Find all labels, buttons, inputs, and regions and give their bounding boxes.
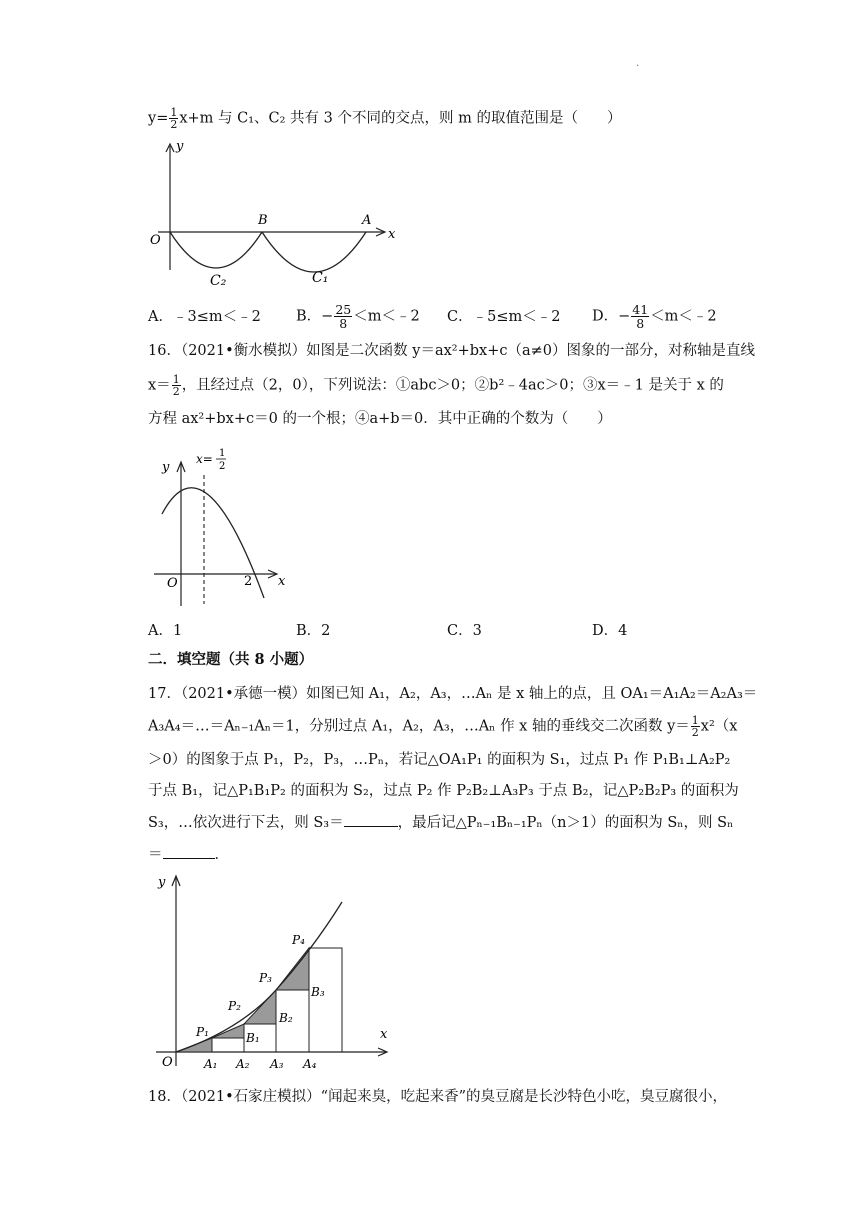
q17-line-2-rest: x²（x [700,718,738,735]
q15-option-b-prefix: B．− [296,308,334,325]
q16-option-c: C．3 [447,623,482,639]
q17-b1-label: B₁ [246,1031,260,1045]
q15-option-b-fraction [334,303,352,330]
q17-line-2 [148,715,737,738]
q17-line-3: ＞0）的图象于点 P₁，P₂，P₃，…Pₙ，若记△OA₁P₁ 的面积为 S₁，过点 P₁ 作 P₁B₁⊥A₂P₂ [148,752,731,768]
q17-figure [150,870,400,1070]
q17-line-5-b: ，最后记△Pₙ₋₁Bₙ₋₁Pₙ（n＞1）的面积为 Sₙ，则 Sₙ [397,815,734,831]
q16-figure [150,444,300,616]
q15-option-a: A．﹣3≤m＜﹣2 [148,309,261,325]
q16-line-3: 方程 ax²+bx+c＝0 的一个根；④a+b＝0．其中正确的个数为（ ） [148,411,612,427]
q15-frac-den: 2 [170,118,178,131]
q17-answer-blank-s3[interactable] [344,812,398,827]
q17-line-6 [148,844,229,865]
q17-p3-label: P₃ [259,971,272,985]
q15-curve-c1-label: C₁ [312,270,329,286]
q17-b2-label: B₂ [279,1011,293,1025]
q16-option-d: D．4 [592,623,628,639]
section-title: 二．填空题（共 8 小题） [148,651,314,668]
q17-fraction [691,715,700,738]
q15-option-d-prefix: D．− [592,308,631,325]
q15-stem-rest: x+m 与 C₁、C₂ 共有 3 个不同的交点，则 m 的取值范围是（ ） [179,110,622,127]
q17-line-5 [148,812,733,833]
q15-stem [148,107,621,130]
q15-stem-prefix: y= [148,110,169,127]
q16-line-1: 16．（2021•衡水模拟）如图是二次函数 y＝ax²+bx+c（a≠0）图象的一部分，对称轴是直线 [148,343,755,359]
q17-p4-label: P₄ [292,933,305,947]
q16-axis-den: 2 [219,461,226,472]
q17-line-6-b: ． [214,847,229,863]
q15-fraction [169,107,178,130]
q17-frac-den: 2 [691,726,699,739]
q16-origin-label: O [167,576,178,591]
q17-line-4: 于点 B₁，记△P₁B₁P₂ 的面积为 S₂，过点 P₂ 作 P₂B₂⊥A₃P₃ 于点 B₂，记△P₂B₂P₃ 的面积为 [148,783,739,799]
q17-a1-label: A₁ [204,1057,218,1070]
q16-option-b: B．2 [296,623,331,639]
q16-y-label: y [162,460,170,475]
q16-axis-prefix: x= [196,452,213,466]
q16-line-2-prefix: x＝ [148,377,171,394]
q16-fraction [172,374,181,397]
q17-frac-num: 1 [691,714,699,727]
q15-curve-c2-label: C₂ [210,273,227,289]
q16-option-a: A．1 [148,623,183,639]
q15-y-label: y [176,139,184,154]
q17-answer-blank-sn[interactable] [163,844,215,859]
q16-x-intercept-label: 2 [244,574,253,589]
header-dot: . [636,58,640,69]
q15-option-d-num: 41 [632,302,649,317]
q16-frac-den: 2 [172,385,180,398]
q15-option-d-suffix: ＜m＜﹣2 [650,308,717,325]
q16-axis-num: 1 [219,448,226,459]
q17-a4-label: A₄ [303,1057,317,1070]
q17-line-1: 17．（2021•承德一模）如图已知 A₁，A₂，A₃，…Aₙ 是 x 轴上的点，且 OA₁＝A₁A₂＝A₂A₃＝ [148,686,758,702]
q15-figure [140,136,410,296]
q15-option-b-num: 25 [335,302,352,317]
q15-point-a-label: A [362,213,372,228]
q15-origin-label: O [150,233,161,248]
q15-x-label: x [388,227,396,242]
q16-x-label: x [278,574,286,589]
q18-line-1: 18．（2021•石家庄模拟）“闻起来臭，吃起来香”的臭豆腐是长沙特色小吃，臭豆腐很小， [148,1089,727,1105]
q17-line-2-prefix: A₃A₄＝…＝Aₙ₋₁Aₙ＝1，分别过点 A₁，A₂，A₃，…Aₙ 作 x 轴的垂线交二次函数 y＝ [148,718,690,735]
q15-option-b [296,303,420,330]
q17-a3-label: A₃ [270,1057,284,1070]
q17-b3-label: B₃ [311,985,325,999]
q17-p2-label: P₂ [228,999,241,1013]
q15-point-b-label: B [258,213,268,228]
q17-line-6-a: ＝ [148,847,163,863]
q17-origin-label: O [162,1055,173,1070]
q16-line-2-rest: ，且经过点（2，0），下列说法：①abc＞0；②b²﹣4ac＞0；③x＝﹣1 是关于 x 的 [181,377,724,394]
q15-option-b-den: 8 [339,316,348,331]
q15-option-d-fraction [631,303,649,330]
q15-option-b-suffix: ＜m＜﹣2 [353,308,420,325]
q16-frac-num: 1 [172,373,180,386]
q15-frac-num: 1 [170,106,178,119]
q17-p1-label: P₁ [196,1025,209,1039]
q17-x-label: x [380,1027,388,1042]
q17-y-label: y [158,875,166,890]
q15-option-d-den: 8 [636,316,645,331]
q16-line-2 [148,374,724,397]
q17-a2-label: A₂ [236,1057,250,1070]
q17-line-5-a: S₃，…依次进行下去，则 S₃＝ [148,815,344,831]
q15-option-d [592,303,717,330]
q15-option-c: C．﹣5≤m＜﹣2 [447,309,561,325]
